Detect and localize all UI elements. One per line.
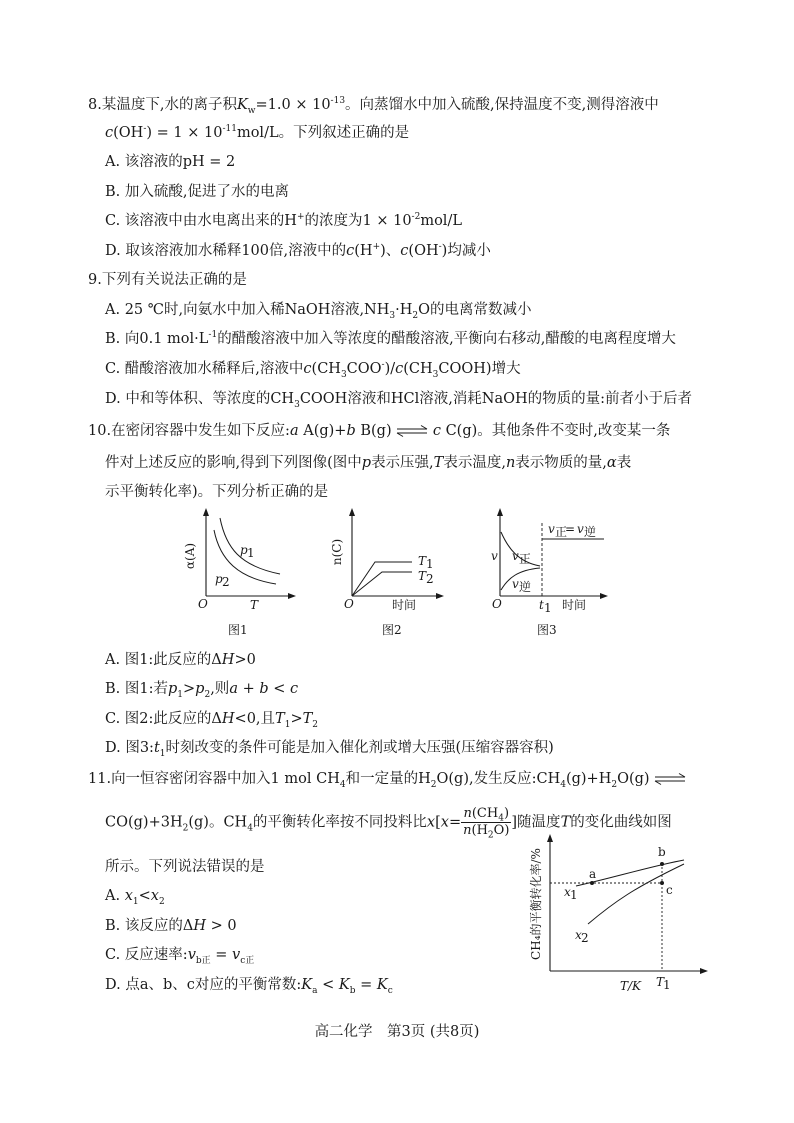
q10-option-b: B. 图1:若$p_1>p_2$,则a + b < c: [105, 681, 299, 700]
fig4-point-a: [590, 881, 594, 885]
q10-stem-line1: 10.在密闭容器中发生如下反应:a A(g)+b B(g) c C(g)。其他条件不变时,改变某一条: [88, 423, 671, 439]
svg-text:1: 1: [663, 978, 671, 992]
q9-option-c: C. 醋酸溶液加水稀释后,溶液中$c(CH_3COO^-)/c(CH_3COOH)$增大: [105, 360, 521, 380]
q8-stem-line1: 8.某温度下,水的离子积$K_w=1.0 \times 10^{-13}$。向蒸馏水中加入硫酸,保持温度不变,测得溶液中: [88, 96, 659, 116]
fig1-xlabel: T: [250, 598, 259, 612]
q11-option-a: A. $x_1<x_2$: [105, 888, 165, 907]
q11-stem-line3: 所示。下列说法错误的是: [105, 859, 265, 875]
fig2-origin: O: [344, 597, 354, 611]
q8-option-d: D. 取该溶液加水稀释100倍,溶液中的c(H+)、c(OH-)均减小: [105, 242, 491, 259]
fig4-t1-label: T: [656, 975, 665, 989]
svg-text:1: 1: [247, 546, 255, 560]
fig2-x-arrow-icon: [436, 593, 444, 599]
q9-option-b: B. 向0.1 $mol\cdot L^{-1}$的醋酸溶液中加入等浓度的醋酸溶液,平衡向右移动,醋酸的电离程度增大: [105, 330, 676, 347]
fig4-ylabel: CH₄的平衡转化率/%: [529, 848, 543, 960]
q9-option-a: A. 25 ℃时,向氨水中加入稀NaOH溶液$,NH_3\cdot H_2O$的电离常数减小: [105, 302, 532, 321]
fig1-y-arrow-icon: [203, 508, 209, 516]
fig4-label-b: b: [658, 845, 666, 859]
figure-q11: [522, 828, 722, 1000]
fig4-label-x2: x: [575, 928, 582, 942]
q10-option-c: C. 图2:此反应的ΔH<0,且$T_1>T_2$: [105, 711, 318, 730]
svg-text:2: 2: [222, 575, 230, 589]
fig1-origin: O: [198, 597, 208, 611]
fig4-x-arrow-icon: [700, 968, 708, 974]
fig1-curve1-label: p: [240, 543, 248, 557]
q10-stem-line3: 示平衡转化率)。下列分析正确的是: [105, 484, 329, 500]
q9-option-d: D. 中和等体积、等浓度的$CH_3COOH$溶液和HCl溶液,消耗NaOH的物质的量:前者小于后者: [105, 391, 693, 410]
fig3-t1-label: t: [539, 598, 544, 612]
fig2-y-arrow-icon: [349, 508, 355, 516]
svg-text:1: 1: [570, 888, 578, 902]
fig4-label-x1: x: [564, 885, 571, 899]
q11-ratio-fraction: $\frac{n(CH_4)}{n(H_2O)}$: [463, 806, 510, 841]
svg-text:1: 1: [426, 557, 434, 571]
fig4-y-arrow-icon: [547, 834, 553, 842]
fig2-xlabel: 时间: [392, 598, 417, 612]
q8-option-c: C. 该溶液中由水电离出来的H+的浓度为$1 \times 10^{-2}mol/L$: [105, 212, 462, 229]
equilibrium-arrow-icon: [654, 773, 686, 785]
fig2-curve-t2: [352, 572, 412, 596]
fig4-point-b: [660, 862, 664, 866]
fig3-vforward-label: v: [512, 549, 519, 563]
fig1-ylabel: α(A): [183, 542, 197, 570]
fig4-xlabel: T/K: [620, 979, 642, 993]
q9-stem: 9.下列有关说法正确的是: [88, 272, 247, 288]
fig4-point-c: [660, 881, 664, 885]
equilibrium-arrow-icon: [396, 425, 428, 437]
q8-option-b: B. 加入硫酸,促进了水的电离: [105, 184, 289, 200]
fig1-caption: 图1: [228, 623, 248, 637]
svg-text:v: v: [577, 522, 584, 536]
figure-2: [330, 508, 460, 643]
svg-text:2: 2: [426, 572, 434, 586]
fig4-label-a: a: [589, 867, 597, 881]
figure-3: [482, 508, 622, 643]
fig3-ylabel: v: [491, 549, 498, 563]
svg-text:2: 2: [581, 931, 589, 945]
q10-option-d: D. 图$3:t_1$时刻改变的条件可能是加入催化剂或增大压强(压缩容器容积): [105, 740, 554, 759]
fig3-caption: 图3: [537, 623, 557, 637]
fig1-x-arrow-icon: [288, 593, 296, 599]
svg-text:1: 1: [544, 601, 552, 615]
fig3-xlabel: 时间: [562, 598, 587, 612]
svg-text:正: 正: [519, 552, 532, 566]
q10-stem-line2: 件对上述反应的影响,得到下列图像(图中p表示压强,T表示温度,n表示物质的量,α表: [105, 455, 632, 471]
fig3-x-arrow-icon: [600, 593, 608, 599]
fig3-origin: O: [492, 597, 502, 611]
fig2-curve-t1: [352, 562, 412, 596]
svg-text:逆: 逆: [519, 580, 532, 594]
figure-1: [180, 508, 310, 643]
fig3-y-arrow-icon: [497, 508, 503, 516]
page-footer: 高二化学 第3页 (共8页): [314, 1024, 480, 1040]
fig3-eq-label: v: [548, 522, 555, 536]
q8-option-a: A. 该溶液的pH = 2: [105, 154, 236, 170]
svg-text:正: 正: [555, 525, 568, 539]
fig1-curve2-label: p: [215, 572, 223, 586]
svg-text:逆: 逆: [584, 525, 597, 539]
fig2-ylabel: n(C): [330, 538, 344, 566]
fig2-curve1-label: T: [418, 554, 427, 568]
fig2-curve2-label: T: [418, 569, 427, 583]
q10-option-a: A. 图1:此反应的ΔH>0: [105, 652, 256, 668]
q11-option-b: B. 该反应的ΔH > 0: [105, 918, 237, 934]
fig3-vreverse-label: v: [512, 577, 519, 591]
q11-stem-line1: 11.向一恒容密闭容器中加入1 mol $CH_4$和一定量的$H_2O(g)$,发生反应$:CH_4(g)+H_2O(g)$: [88, 769, 686, 789]
q11-stem-line2: $CO(g)+3H_2(g)$。$CH_4$的平衡转化率按不同投料比x[x= $\frac{n(CH_4)}{n(H_2O)}$ ]随温度T的变化曲线如图: [105, 806, 672, 841]
svg-text:=: =: [565, 522, 576, 536]
q8-stem-line2: $c(OH^-) = 1 \times 10^{-11}mol/L$。下列叙述正确的是: [105, 124, 410, 141]
q11-option-d: D. 点a、b、c对应的平衡常数$:K_a < K_b = K_c$: [105, 977, 393, 996]
q11-option-c: C. 反应速率$:v_{b正} = v_{c正}$: [105, 947, 255, 966]
fig2-caption: 图2: [382, 623, 402, 637]
fig4-label-c: c: [666, 883, 673, 897]
